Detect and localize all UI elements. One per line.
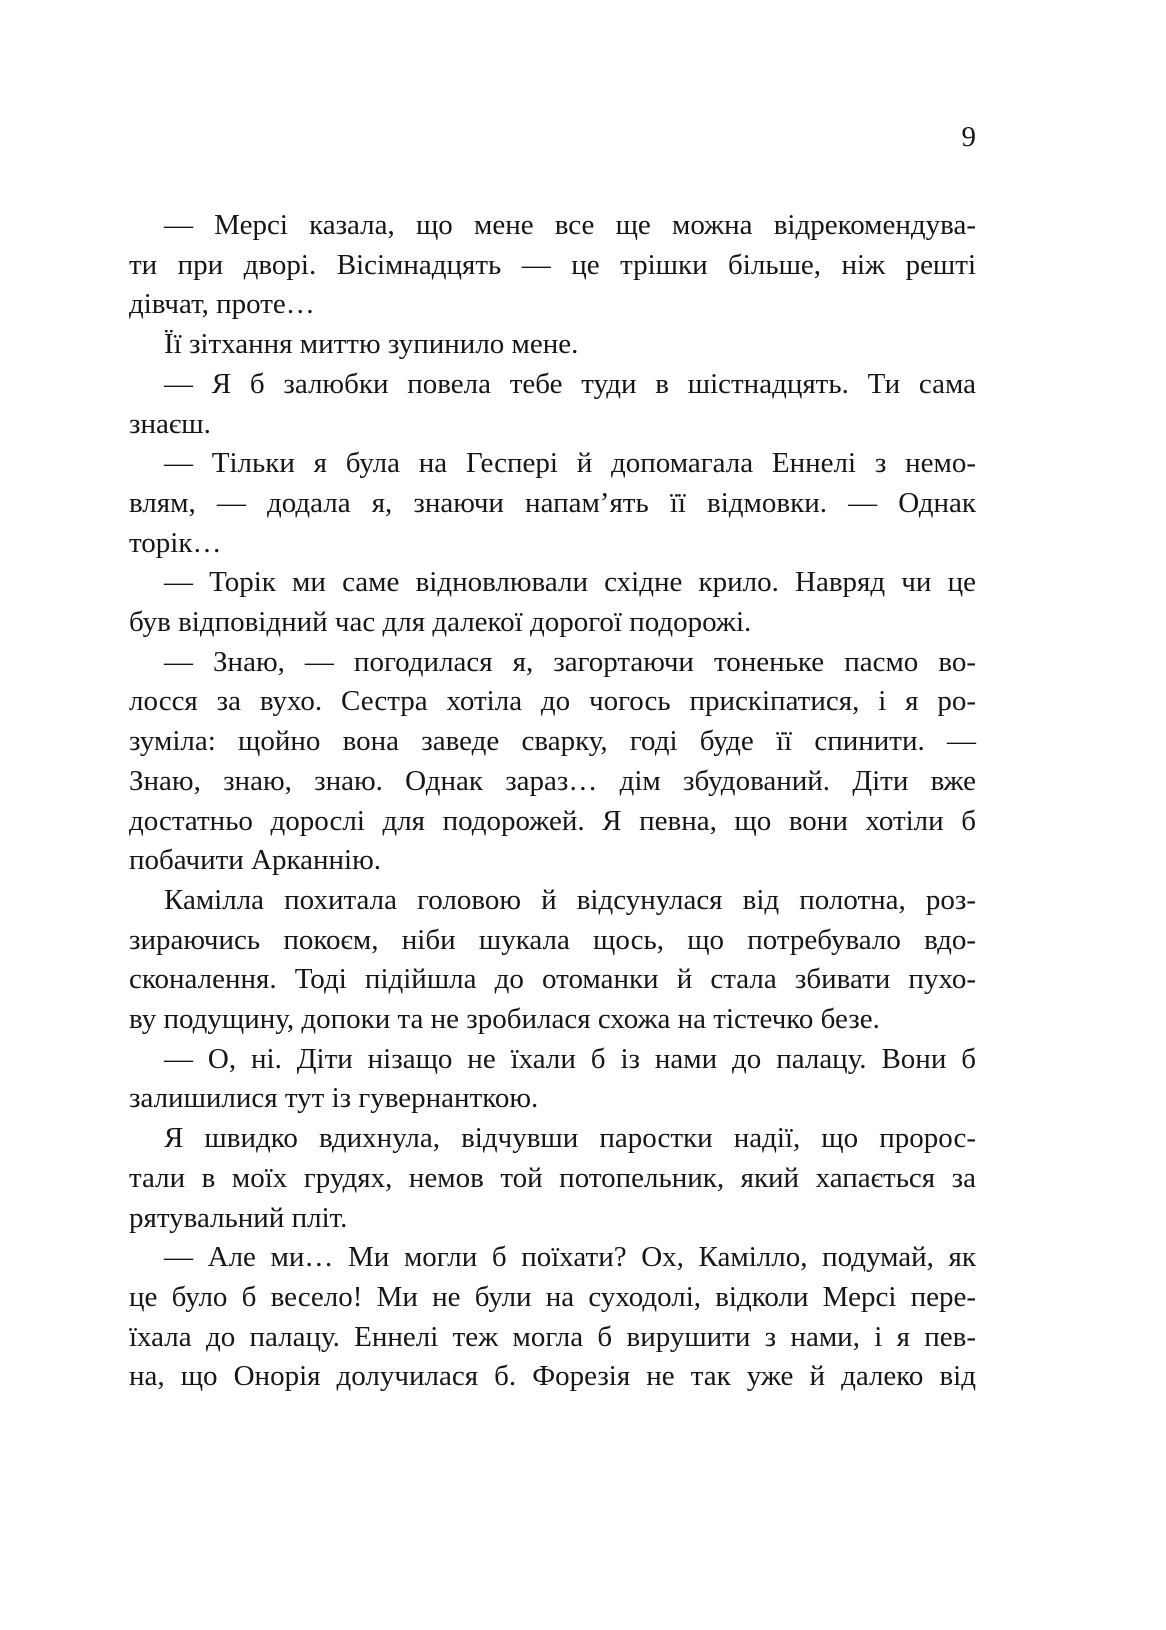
text-line: зираючись покоєм, ніби шукала щось, що потребувало вдо- [129, 923, 976, 956]
text-line: Я швидко вдихнула, відчувши паростки надії, що пророс- [164, 1122, 976, 1155]
text-line: їхала до палацу. Еннелі теж могла б вирушити з нами, і я пев- [129, 1320, 976, 1353]
paragraph [129, 325, 976, 365]
text-line: тали в моїх грудях, немов той потопельник, який хапається за [129, 1161, 976, 1194]
text-line: був відповідний час для далекої дорогої подорожі. [129, 606, 752, 639]
paragraph [129, 1238, 976, 1397]
paragraph [129, 365, 976, 444]
text-line: — Мерсі казала, що мене все ще можна відрекомендува- [164, 209, 976, 241]
text-line: дівчат, проте… [129, 288, 315, 321]
text-line: ти при дворі. Вісімнадцять — це трішки більше, ніж решті [129, 248, 976, 281]
paragraph [129, 643, 976, 881]
text-line: — Тільки я була на Геспері й допомагала Еннелі з немо- [164, 447, 976, 480]
text-line: ву подущину, допоки та не зробилася схожа на тістечко безе. [129, 1003, 880, 1036]
text-line: Її зітхання миттю зупинило мене. [164, 328, 579, 361]
text-line: на, що Онорія долучилася б. Форезія не так уже й далеко від [129, 1360, 976, 1393]
text-line: Знаю, знаю, знаю. Однак зараз… дім збудований. Діти вже [129, 764, 976, 797]
text-line: торік… [129, 526, 222, 559]
paragraph [129, 444, 976, 563]
text-line: — О, ні. Діти нізащо не їхали б із нами до палацу. Вони б [164, 1042, 976, 1075]
text-line: — Я б залюбки повела тебе туди в шістнадцять. Ти сама [164, 367, 976, 400]
text-line: достатньо дорослі для подорожей. Я певна, що вони хотіли б [129, 804, 976, 837]
text-line: Камілла похитала головою й відсунулася від полотна, роз- [164, 883, 976, 916]
text-line: це було б весело! Ми не були на суходолі, відколи Мерсі пере- [129, 1280, 976, 1313]
text-line: влям, — додала я, знаючи напам’ять її відмовки. — Однак [129, 486, 976, 519]
text-line: залишилися тут із гувернанткою. [129, 1082, 539, 1115]
text-line: сконалення. Тоді підійшла до отоманки й стала збивати пухо- [129, 963, 976, 996]
text-line: рятувальний пліт. [129, 1201, 348, 1234]
paragraph [129, 1119, 976, 1238]
text-line: лосся за вухо. Сестра хотіла до чогось прискіпатися, і я ро- [129, 685, 976, 718]
text-line: — Торік ми саме відновлювали східне крило. Навряд чи це [164, 566, 976, 599]
paragraph [129, 1040, 976, 1119]
paragraph [129, 881, 976, 1040]
text-line: знаєш. [129, 407, 211, 440]
text-line: зуміла: щойно вона заведе сварку, годі буде її спинити. — [129, 725, 976, 758]
text-line: побачити Арканнію. [129, 844, 382, 877]
text-line: — Але ми… Ми могли б поїхати? Ох, Камілло, подумай, як [164, 1241, 976, 1274]
paragraph [129, 563, 976, 642]
page-text [129, 206, 976, 1397]
page-number: 9 [961, 121, 976, 153]
text-line: — Знаю, — погодилася я, загортаючи тоненьке пасмо во- [164, 645, 976, 678]
paragraph [129, 206, 976, 325]
